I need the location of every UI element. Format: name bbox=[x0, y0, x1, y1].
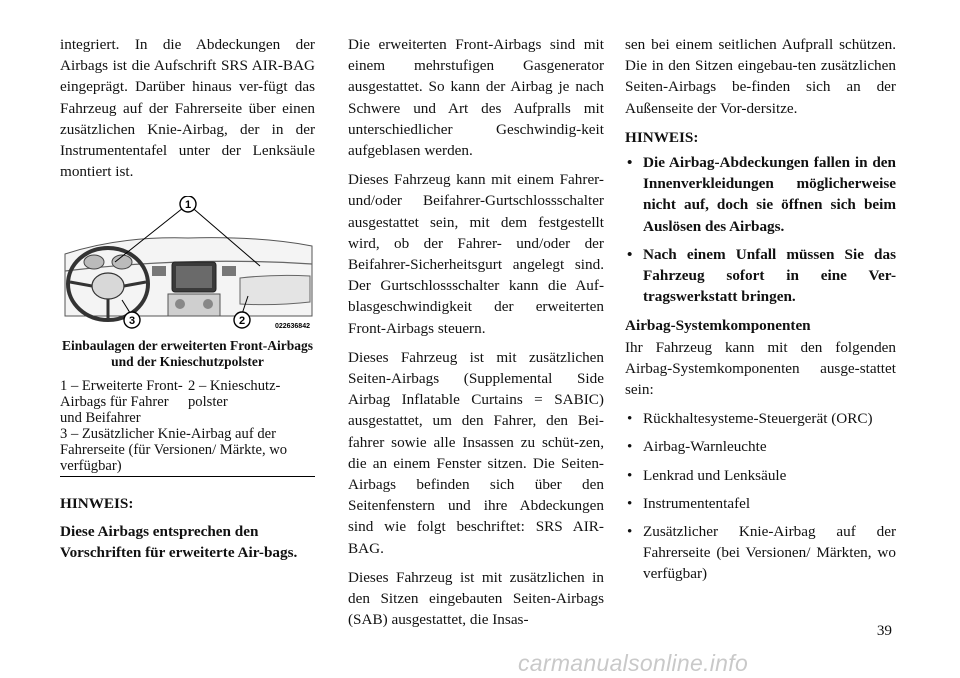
note-heading: HINWEIS: bbox=[625, 128, 699, 146]
note-text: Diese Airbags entsprechen den Vorschriften für erweiterte Air-bags. bbox=[60, 522, 298, 561]
column-middle bbox=[348, 34, 604, 638]
list-item: • Nach einem Unfall müssen Sie das Fahrzeug sofort in eine Ver-tragswerkstatt bringen. bbox=[627, 245, 896, 306]
figure-caption: Einbaulagen der erweiterten Front-Airbags und der Knieschutzpolster bbox=[61, 338, 314, 370]
bullet-icon: • bbox=[627, 154, 633, 172]
watermark: carmanualsonline.info bbox=[518, 650, 749, 676]
list-item: • Zusätzlicher Knie-Airbag auf der Fahrerseite (bei Versionen/ Märkten, wo verfügbar) bbox=[627, 523, 896, 583]
intro-paragraph: integriert. In die Abdeckungen der Airbags ist die Aufschrift SRS AIR-BAG eingeprägt. Darüber hinaus ver-fügt das Fahrzeug auf der Fahrerseite über einen zusätzlichen Knie-Airbag, der in der Instrumententafel unter der Lenksäule montiert ist. bbox=[60, 36, 315, 181]
section-intro: Ihr Fahrzeug kann mit den folgenden Airbag-Systemkomponenten ausge-stattet sein: bbox=[625, 338, 896, 399]
list-item: • Die Airbag-Abdeckungen fallen in den Innenverkleidungen möglicherweise nicht auf, doch sie öffnen sich beim Auslösen des Airbags. bbox=[627, 154, 896, 235]
note-heading: HINWEIS: bbox=[60, 495, 134, 513]
paragraph-front-airbags: Die erweiterten Front-Airbags sind mit einem mehrstufigen Gasgenerator ausgestattet. So kann der Airbag je nach Schwere und Art des Aufpralls mit unterschiedlicher Geschwindig-keit aufgeblasen werden. bbox=[348, 36, 604, 160]
bullet-icon: • bbox=[627, 494, 633, 512]
column-right bbox=[625, 34, 896, 592]
bullet-icon: • bbox=[627, 410, 633, 428]
callout-3 bbox=[124, 312, 140, 328]
paragraph-side-curtains: Dieses Fahrzeug ist mit zusätzlichen Seiten-Airbags (Supplemental Side Airbag Inflatable Curtains = SABIC) ausgestattet, um den Fahrer, den Bei-fahrer sowie alle Insassen zu schüt-zen, die an einem Fenster sitzen. Die Seiten-Airbags befinden sich über den Seitenfenstern und ihre Abdeckungen sind wie folgt beschriftet: SRS AIR-BAG. bbox=[348, 348, 604, 557]
paragraph-seat-airbags-cont: sen bei einem seitlichen Aufprall schützen. Die in den Sitzen eingebau-ten zusätzlichen Seiten-Airbags be-finden sich an der Außenseite der Vor-dersitze. bbox=[625, 36, 896, 117]
dashboard-illustration bbox=[60, 196, 315, 332]
bullet-icon: • bbox=[627, 438, 633, 456]
list-item: • Rückhaltesysteme-Steuergerät (ORC) bbox=[625, 408, 896, 429]
legend-item-2: 2 – Knieschutz-polster bbox=[188, 378, 281, 411]
bullet-icon: • bbox=[627, 466, 633, 484]
components-list bbox=[625, 408, 896, 584]
figure-legend bbox=[60, 378, 315, 477]
list-item: • Lenkrad und Lenksäule bbox=[625, 465, 896, 486]
paragraph-seat-airbags: Dieses Fahrzeug ist mit zusätzlichen in den Sitzen eingebauten Seiten-Airbags (SAB) ausgestattet, die Insas- bbox=[348, 568, 604, 629]
page-number: 39 bbox=[876, 622, 892, 639]
paragraph-belt-switch: Dieses Fahrzeug kann mit einem Fahrer- und/oder Beifahrer-Gurtschlossschalter ausgestattet sein, mit dem festgestellt wird, ob der Fahrer- und/oder der Beifahrer-Sicherheitsgurt angelegt sind. Der Gurtschlossschalter kann die Auf-blasgeschwindigkeit der erweiterten Front-Airbags steuern. bbox=[348, 171, 604, 337]
svg-text:1: 1 bbox=[184, 199, 192, 212]
column-left bbox=[60, 34, 315, 571]
list-item: • Airbag-Warnleuchte bbox=[625, 436, 896, 457]
note-bullet-list bbox=[625, 152, 896, 307]
legend-item-1: 1 – Erweiterte Front-Airbags für Fahrer und Beifahrer bbox=[60, 378, 183, 427]
legend-item-3: 3 – Zusätzlicher Knie-Airbag auf der Fahrerseite (für Versionen/ Märkte, wo verfügbar) bbox=[60, 426, 288, 475]
section-heading: Airbag-Systemkomponenten bbox=[625, 317, 811, 335]
bullet-icon: • bbox=[627, 523, 633, 541]
svg-text:2: 2 bbox=[238, 315, 246, 328]
dashboard-figure bbox=[60, 196, 315, 332]
list-item: • Instrumententafel bbox=[625, 493, 896, 514]
callout-2 bbox=[234, 312, 250, 328]
svg-text:3: 3 bbox=[128, 315, 136, 328]
bullet-icon: • bbox=[627, 245, 633, 263]
callout-1 bbox=[180, 196, 196, 212]
figure-code: 022636842 bbox=[274, 323, 310, 331]
